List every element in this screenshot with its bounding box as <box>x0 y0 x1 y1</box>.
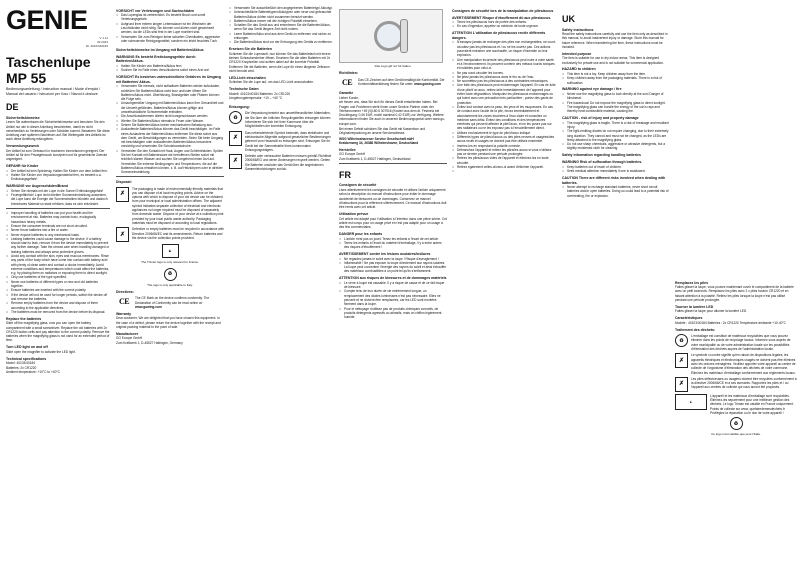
battery-bin-icon: ✗ <box>675 377 688 392</box>
list-item: • The magnifying glass is fragile. There is a risk of breakage and resultant injury. <box>562 121 670 130</box>
section-heading: Entsorgung: <box>229 104 250 109</box>
section-heading: WARNUNG vor Augenschäden/Brand <box>6 184 68 189</box>
caption: Das Logo gilt nur für Italien. <box>374 64 412 68</box>
bullet-list <box>6 189 110 206</box>
section-heading: Consignes de sécurité lors de la manipulation de piles/accus <box>452 8 554 13</box>
paragraph: Bei einem Defekt schicken Sie das Gerät mit Kassenbon und Originalverpackung an unsere Serviceadresse. <box>339 127 426 136</box>
list-item: • Werfen Sie Batterien/Akkus niemals in Feuer oder Wasser. <box>116 119 224 123</box>
list-item: • Inflammable ! Ne pas exposer la loupe directement aux rayons solaires. La loupe peut concentrer l'énergie des rayons du soleil et ainsi échauffer des matériaux combustibles à un point tel qu'ils s'enflamment. <box>339 261 447 274</box>
list-item: • Suchen Sie im Falle eines Verschluckens sofort einen Arzt auf. <box>116 68 224 72</box>
section-heading: Directives: <box>116 289 134 294</box>
list-item: • Keep children away from the packaging materials. There is a risk of suffocation. <box>562 76 670 85</box>
list-item: • If the device will not be used for longer periods, switch the device off and remove the batteries. <box>6 293 110 302</box>
section-heading: HAZARD to children <box>562 67 596 72</box>
battery-bin-icon: ✗ <box>229 154 242 169</box>
language-heading-fr: FR <box>339 169 351 180</box>
list-item: • Pour le nettoyage n'utilisez pas de produits chimiques corrosifs, de produits détergents agressifs ou abrasifs, mais un chiffon légèrement humide. <box>339 307 447 320</box>
spec-line: Umgebungstemperatur: +10 – +40 °C <box>229 96 283 101</box>
paragraph: Das nebenstehende Symbol bedeutet, dass elektrische und elektronische Altgeräte aufgrund gesetzlicher Bestimmungen getrennt vom Hausmüll zu entsorgen sind. Entsorgen Sie Ihr Gerät bei der Sammelstelle Ihres kommunalen Entsorgungsträgers. <box>245 130 331 152</box>
paragraph: Lieber Kunde, <box>339 95 359 100</box>
bullet-list <box>339 237 447 250</box>
list-item: • Batterien/Akkus immer mit der richtigen Polarität einsetzen. <box>229 19 333 23</box>
service-address: Krabbenweg 34, 26388 Wilhelmshaven, Deutschland <box>339 140 419 145</box>
caution-heading: VORSICHT Es bestehen unterschiedliche Gefahren im Umgang mit Batterien/ Akkus. <box>116 75 221 84</box>
spec-line: Ambient temperature: +10°C to +40°C <box>6 369 60 374</box>
crossed-bin-icon: ✗ <box>229 131 242 146</box>
section-heading: Replace the batteries <box>6 316 42 321</box>
section-heading: Consignes de sécurité <box>339 183 377 188</box>
product-subtitle: Bedienungsanleitung / Instruction manual / Mode d'emploi / Manual del usuario / Istruzioni per l'uso / Návod k obsluze <box>6 87 101 96</box>
list-item: • Setzen Sie Batterien/Akkus keiner mechanischen Belastung aus. <box>116 123 224 127</box>
list-item: • Verwenden Sie zum Reinigen keine scharfen Chemikalien, aggressive oder scheuernde Reinigungsmittel, sondern ein leicht feuchtes Tuch. <box>116 35 224 44</box>
paragraph: Lesen Sie aufmerksam die Sicherheitshinweise und benutzen Sie den Artikel nur wie in dieser Anleitung beschrieben, damit es nicht versehentlich zu Verletzungen oder Schäden kommt. Bewahren Sie diese Anleitung zum späteren Nachlesen auf. Bei Weitergabe des Artikels ist auch diese Anleitung mitzugeben. <box>6 120 110 142</box>
section-heading: Safety instructions <box>562 27 594 32</box>
list-item: • Différents types de piles/d'accus ou des piles neuves et usagées/des accus neufs et usagés ne doivent pas être utilisés ensemble. <box>452 135 556 144</box>
list-item: • Never use the magnifying glass to look directly at the sun! Danger of blindness! <box>562 92 670 101</box>
section-heading: Safety information regarding handling batteries <box>562 153 641 158</box>
spec-line: Batteries: 2x CR1220 <box>6 365 37 370</box>
list-item: • This item is not a toy. Keep children away from the item. <box>562 72 670 76</box>
section-heading: Verwendungszweck <box>6 144 40 149</box>
bullet-list <box>6 169 110 182</box>
caption: Ce logo n'est valable que pour l'Italie. <box>711 432 761 437</box>
section-heading: Intended purpose <box>562 51 592 56</box>
spec-line: Modèle : 40103/40184 Batteries : 2x CR1220 Température ambiante +10-40°C <box>675 320 786 325</box>
list-item: • Compte tenu de leur durée de vie extrêmement longue, un remplacement des diodes lumineuses n'est pas nécessaire. Elles ne peuvent et ne doivent être remplacées, car les LED sont montées fixement dans la loupe. <box>339 289 447 306</box>
caption: The Triman logo is only relevant for France. <box>141 260 199 265</box>
paragraph: Slide open the magnifier to activate the LED light. <box>6 349 76 354</box>
section-heading: Garantie <box>339 91 354 96</box>
bullet-list <box>339 281 447 320</box>
section-heading: Technical specifications <box>6 356 47 361</box>
list-item: • En cas d'ingestion, appelez un médecin de toute urgence. <box>452 24 556 28</box>
list-item: • Évitez tout contact avec la peau, les yeux et les muqueuses. En cas de contact avec l'acide de la pile, rincez immédiatement et abondamment les zones touchées à l'eau claire et consultez un médecin sans délai. Évitez des conditions et des températures extrêmes qui peuvent affecter la pile/l'accu, et ne les posez pas sur des radiateurs ou ne les exposez pas à l'ensoleillement direct. <box>452 105 556 131</box>
warning-heading: WARNUNG Es besteht Erstickungsgefahr durch Batterien/Akkus. <box>116 54 196 64</box>
paragraph: wir freuen uns, dass Sie sich für dieses Gerät entschieden haben. Bei Fragen und Problemen steht Ihnen unser Service-Partner unter der Telefonnummer +49 (0)180 6 307916 (Kosten aus dem dt. Festnetz bei Drucklegung: 0,06 EUR, mobil maximal 0,42 EUR) zur Verfügung. Weitere Informationen finden Sie auch in unserem Bedienungsportal unter www.go-europe.com. <box>339 100 445 126</box>
list-item: • Verwenden Sie niemals, nicht aufladbare Batterien wieder aufzuladen, schließen Sie Batterien/Akkus nicht kurz und/oder öffnen Sie Batterien/Akkus nicht. Überhitzung, Brandgefahr oder Platzen können die Folge sein. <box>116 84 224 101</box>
section-heading: DANGER pour les enfants <box>339 232 383 236</box>
divider <box>6 208 110 209</box>
list-item: • Seek medical attention immediately if one is swallowed. <box>562 169 670 173</box>
brand-logo: GENIE <box>6 6 88 35</box>
paragraph: Read the safety instructions carefully and use the item only as described in this manual, to avoid inadvertent injury or damage. Store this manual for future reference. When transferring the item, these instructions must be included. <box>562 32 668 49</box>
list-item: • Tenez les piles/accus hors de portée des enfants. <box>452 20 556 24</box>
section-heading: Hersteller: <box>339 147 357 152</box>
paragraph: The item is suitable for use in dry indoor areas. This item is designed exclusively for private use and is not suitable for commercial application. <box>562 56 664 65</box>
spec-line: Model: 40103/40184 <box>6 361 36 366</box>
paragraph: Faites glisser la loupe, vous pouvez maintenant ouvrir le compartiment de la batterie avec un petit tournevis. Remplacez les piles avec 2 x piles bouton CR1220 et en faisant attention à la polarité. Retirez les piles lorsque la loupe n'est pas utilisé pendant une période prolongée. <box>675 285 794 302</box>
list-item: • Only use batteries of the type specified. <box>6 275 110 279</box>
bullet-list <box>229 6 333 45</box>
address-line: GO Europe GmbH <box>116 336 143 341</box>
crossed-bin-icon: ✗ <box>675 353 688 368</box>
section-heading: GEFAHR für Kinder <box>6 164 39 169</box>
bullet-list <box>116 64 224 73</box>
list-item: • Halten Sie Kinder von Batterien/Akkus fern. <box>116 64 224 68</box>
paragraph: Slide off the magnifying glass, now you can open the battery compartment with a small screwdriver. Replace the old batteries with 2x CR1220 button cells and pay attention to the correct polarity. Remove the batteries when the magnifying glass is not used for an extended period of time. <box>6 321 110 343</box>
recycling-icon: ♻ <box>164 268 177 281</box>
paragraph: Defective or empty batteries must be recycled in accordance with Directive 2006/66/EC and its amendments. Return batteries and the device via the collection points provided. <box>132 227 224 240</box>
address-line: GO Europe GmbH <box>339 152 366 157</box>
list-item: • Never expose batteries to any mechanical loads. <box>6 233 110 237</box>
address-line: Zum Kraftwerk 1, D-45527 Hattingen, Germany <box>116 340 183 345</box>
list-item: • Insérez-les en respectant la polarité correcte. <box>452 144 556 148</box>
column-uk <box>562 6 670 562</box>
list-item: • Une fuite des piles/accus peut endommager l'appareil. En cas de fuite d'une pile/d'un accu, retirez-la/le immédiatement de l'appareil pour éviter toute dégradation. Manipulez les piles/accus endommagés ou qui fuient avec une précaution très particulière ; portez des gants de protection. <box>452 83 556 104</box>
section-heading: AVERTISSEMENT contre les lésions oculaires/brûlures <box>339 251 431 256</box>
language-heading-de: DE <box>6 102 19 113</box>
list-item: • Do not use sharp chemicals, aggressive or abrasive detergents, but a slightly moistened cloth for cleaning. <box>562 142 670 151</box>
battery-bin-icon: ✗ <box>116 227 129 242</box>
list-item: • Ne jetez jamais les piles/accus dans le feu ou de l'eau. <box>452 75 556 79</box>
list-item: • Leaking batteries could cause damage to the device. If a battery should start to leak, remove it from the device immediately to prevent any further damage. Take the utmost care when handling damaged or leaking batteries and always wear protective gloves. <box>6 237 110 254</box>
section-heading: Manufacturer <box>116 331 139 336</box>
bullet-list <box>562 92 670 113</box>
list-item: • Ensure batteries are inserted with the correct polarity. <box>6 288 110 292</box>
list-item: • Débranchez l'appareil et retirez les piles/les accus si vous n'utilisez pas ce dernier pendant une période prolongée. <box>452 148 556 157</box>
paragraph: Defekte oder verbrauchte Batterien müssen gemäß Richtlinie 2006/66/EG und deren Änderungen recycelt werden. Geben Sie Batterien und/oder das Gerät über die angebotenen Sammeleinrichtungen zurück. <box>245 154 332 171</box>
paragraph: Les piles défectueuses ou usagées doivent être recyclées conformément à la directive 2006/66/CE et à ses avenants. Rapportez les piles et / ou l'appareil aux centres de collecte qui vous auront été proposés. <box>691 376 797 390</box>
list-item: • Retirez les piles/accus vides de l'appareil et éliminez-les en toute sécurité. <box>452 156 556 165</box>
paragraph: Lisez attentivement les consignes de sécurité et utilisez l'article uniquement selon la description du manuel d'instructions pour éviter le dommage accidentel de blessures ou de dommages. Conservez ce manuel d'instructions pour la référence ultérieurement. Ce manuel d'instructions doit être remis avec cet article. <box>339 188 447 210</box>
bullet-list <box>562 121 670 151</box>
paragraph: Dear customer, We are delighted that you have chosen this equipment. In the case of a defect, please return the device together with the receipt and original packing material to the point of sale. <box>116 316 221 329</box>
section-heading: Turn LED light on and off <box>6 345 48 350</box>
bullet-list <box>562 185 670 198</box>
list-item: • The light-emitting diodes do not require changing, due to their extremely long duration. They cannot and must not be changed, as the LEDs are firmly attached to the magnifying glass. <box>562 129 670 142</box>
paragraph: L'emballage est constitué de matériaux recyclables que vous pouvez éliminer dans les points de recyclage locaux. Informez-vous auprès de votre municipalité ou de votre administration locale sur les possibilités d'élimination des déchets auprès de l'administration locale. <box>691 334 791 352</box>
list-item: • Aufgrund ihrer extrem langen Lebensdauer ist ein Wechseln der Leuchtdioden nicht nötig. Sie können und dürfen nicht gewechselt werden, da die LEDs sind fest in der Lupe montiert sind. <box>116 22 224 35</box>
column-de-batteries <box>229 6 333 562</box>
section-heading: VORSICHT vor Verletzungen und Sachschäden <box>116 8 195 13</box>
list-item: • Die Batterien/Akkus sind vor der Entsorgung des Geräts zu entfernen. <box>229 40 333 44</box>
section-heading: Warranty <box>116 311 132 316</box>
list-item: • Leere Batterien/Akku sind aus dem Gerät zu entfernen und sicher zu entsorgen. <box>229 32 333 41</box>
section-heading: Richtlinien: <box>339 71 359 76</box>
section-heading: Tourner la lumière LED <box>675 304 714 309</box>
bullet-list <box>339 257 447 274</box>
paragraph: Schieben Sie die Lupenaufl. nun können Sie das Batteriefach mit einem kleinen Schraubendreher öffnen. Ersetzen Sie die alten Batterien mit 2x CR1220 Knopfzellen und achten dabei auf die korrekte Polarität. Entfernen Sie die Batterien, wenn die Lupe für einen längeren Zeitraum nicht benutzt wird. <box>229 51 331 73</box>
paragraph: Die Verpackung besteht aus umweltfreundlichen Materialien, die Sie über die örtlichen Recyclingstellen entsorgen können. Informieren Sie sich bei Ihrer Kommune über die Möglichkeiten der korrekten Entsorgung. <box>245 111 332 129</box>
list-item: • Der Artikel ist kein Spielzeug. Halten Sie Kinder von dem Artikel fern. <box>6 169 110 173</box>
bullet-list <box>452 20 556 29</box>
column-fr-disposal <box>675 6 797 562</box>
section-heading: ATTENTION aux risques de blessures et de dommages matériels <box>339 276 447 281</box>
paragraph: The CE Mark on the device confirms conformity. The Declaration of Conformity can be read online at: <box>135 296 210 305</box>
list-item: • Tenez les enfants à l'écart du matériel d'emballage, il y a entre autres des risques d'étouffement ! <box>339 241 447 250</box>
list-item: • Never use batteries of different types or new and old batteries together. <box>6 280 110 289</box>
list-item: • Fire hazardous! Do not expose the magnifying glass to direct sunlight. The magnifying glass can bundle the energy of the sun's rays and thereby heat combustible material, causing fire. <box>562 101 670 114</box>
section-heading: Disposal: <box>116 179 132 184</box>
divider <box>339 163 447 164</box>
warning-heading: AVERTISSEMENT Risque d'étouffement dû aux piles/accus. <box>452 15 552 20</box>
list-item: • Ne soumettez pas les piles/accus à des contraintes mécaniques. <box>452 79 556 83</box>
bullet-list <box>562 165 670 174</box>
service-name: WSG Wilhelmshavener Service Gesellschaft mbH <box>339 136 414 141</box>
section-heading: Technische Daten <box>229 87 259 92</box>
section-heading: Caractéristiques <box>675 316 703 321</box>
section-heading: Traitement des déchets: <box>675 327 716 332</box>
caption: The logo is only applicable to Italy. <box>147 282 193 287</box>
magnifier-handle <box>400 19 408 53</box>
list-item: • Sehen Sie niemals mit der Lupe in die Sonne! Erblindungsgefahr! <box>6 189 110 193</box>
paragraph: Cet article est adapté pour l'utilisation à l'intérieur dans une pièce sèche. Cet article est conçu pour un usage privé et n'est pas adapté pour un usage à des fins commerciales. <box>339 216 447 230</box>
paragraph: L'appareil et les materiaux d'emballage sont recyclables. Éliminez-les séparément pour une meilleure gestion des déchets. Le logo Triman est valable en France uniquement. Points de collecte sur www. quefairedemesdechets.fr Privilégiez la réparation ou le don de votre appareil ! <box>710 393 794 416</box>
list-item: • Ne pas court-circuiter les bornes. <box>452 71 556 75</box>
list-item: • Schalten Sie das Gerät aus und entnehmen Sie die Batterien/Akkus, wenn Sie das Gerät längere Zeit nicht nutzen. <box>229 23 333 32</box>
bullet-list <box>562 72 670 85</box>
website-link[interactable]: www.gowing.com <box>414 82 441 87</box>
website-link[interactable]: www.gowing.com <box>135 305 162 310</box>
bullet-list <box>116 13 224 43</box>
ce-mark-icon: CE <box>118 296 130 306</box>
triman-logo-icon: ☯ <box>162 244 179 258</box>
paragraph: Faites glisser la loupe pour allumer la lumière LED. <box>675 309 748 314</box>
list-item: • The batteries must be removed from the device before its disposal. <box>6 310 110 314</box>
paragraph: Schieben Sie die Lupe auf, um das LED-Licht anzuschalten. <box>229 80 314 85</box>
list-item: • Une manipulation incorrecte des piles/accus peut nuire à votre santé et à l'environnement. Ils peuvent contenir des métaux lourds toxiques et nuisibles pour celui-ci. <box>452 58 556 71</box>
list-item: • Ne regardez jamais le soleil avec la loupe ! Risque d'aveuglement ! <box>339 257 447 261</box>
list-item: • Auslaufende Batterien/Akkus können das Gerät beschädigen. Im Falle eines Auslaufens der Batterien/Akkus entfernen Sie diese sofort aus dem Gerät, um Beschädigungen zu vermeiden. Seien Sie beim Umgang mit beschädigten oder auslaufenden Batterien/Akkus besonders vorsichtig und verwenden Sie Schutzhandschuhe. <box>116 127 224 148</box>
list-item: • Remove empty batteries from the device and dispose of them according to the applicable directives. <box>6 301 110 310</box>
list-item: • Keep batteries out of reach of children. <box>562 165 670 169</box>
divider <box>116 176 224 177</box>
paragraph: The packaging is made of environmentally friendly materials that you can dispose of at local recycling points. Advice on the options with which to dispose of your old device can be obtained from your municipal or local administration offices. The adjacent symbol indicates separate collection of electrical and electronic appliances no longer required must be disposed of separately from domestic waste. Dispose of your device at a collection point provided by your local public waste authority. Packaging materials must be disposed of according to local regulations. <box>132 186 224 225</box>
product-title: Taschenlupe MP 55 <box>6 54 91 86</box>
warning-heading: WARNING Risk of suffocation through batteries. <box>562 160 643 165</box>
list-item: • N'essayez jamais de recharger des piles non rechargeables, ne court-circuitez pas les piles/accus et / ou ne les ouvrez pas. Ces actions pourraient entraîner une surchauffe, un risque d'incendie ou leur explosion. <box>452 40 556 57</box>
section-heading: Sicherheitshinweise <box>6 115 40 120</box>
list-item: • L'article n'est pas un jouet. Tenez les enfants à l'écart de cet article. <box>339 237 447 241</box>
recycling-icon: ♻ <box>229 111 242 124</box>
doc-meta: V 1.11 02.2024 ID: 40103/40184 <box>85 36 108 48</box>
recycling-icon: ♻ <box>675 334 688 347</box>
triman-info-icon: ☯ <box>675 394 707 410</box>
paragraph: Le symbole ci-contre signifie qu'en raison de dispositions légales, les appareils électriques et électroniques usagés ne doivent pas être éliminés avec les ordures ménagères. Veuillez apporter votre appareil au centre de collecte de l'organisme d'élimination des déchets de votre commune. Éliminez les matériaux d'emballage conformément aux règlements locaux. <box>691 353 796 375</box>
section-heading: Utilisation prévue <box>339 212 369 217</box>
list-item: • Unsachgemäßer Umgang mit Batterien/Akkus kann Ihre Gesundheit und die Umwelt gefährden. Batterien/Akkus können giftige und umweltschädliche Schwermetalle enthalten. <box>116 101 224 114</box>
column-de-warranty-fr <box>339 6 447 562</box>
spec-line: Modell: 40103/40184 Batterien: 2x CR1220 <box>229 91 291 96</box>
crossed-bin-icon: ✗ <box>116 187 129 202</box>
column-de-intro <box>6 6 110 562</box>
recycling-icon: ♻ <box>730 417 743 430</box>
language-heading-uk: UK <box>562 14 575 24</box>
list-item: • Das Lupenglas ist zerbrechlich. Es besteht Bruch und somit Verletzungsgefahr. <box>116 13 224 22</box>
list-item: • Feuergefährlich! Lupe nicht direkter Sonneneinstrahlung aussetzen, die Lupe kann die Energie der Sonnenstrahlen bündeln und dadurch brennbares Material so stark erhitzen, dass es sich entzündet. <box>6 193 110 206</box>
list-item: • Unterschiedliche Batterietypen/Akkutypen oder neue und gebrauchte Batterien/Akkus dürfen nicht zusammen benutzt werden. <box>229 10 333 19</box>
column-fr-batteries <box>452 6 556 562</box>
section-heading: LED-Licht einschalten <box>229 75 266 80</box>
list-item: • Avoid any contact with the skin, eyes and mucous membranes. Rinse any parts of the body which have come into contact with battery acid with plenty of clean water and contact a doctor immediately. Avoid extreme conditions and temperatures which could affect the batteries, e.g. by placing them on radiators or exposing them to direct sunlight. <box>6 254 110 275</box>
list-item: • Utilisez exclusivement le type de pile/d'accu indiqué. <box>452 131 556 135</box>
list-item: • Vermeiden Sie den Kontakt mit Haut, Augen und Schleimhäuten. Spülen Sie bei Kontakt mit Batteriesäure die betroffenen Stellen sofort mit reichlich klarem Wasser und suchen Sie umgehend einen Arzt auf. Vermeiden Sie extreme Bedingungen und Temperaturen, die auf die Batterien/Akkus einwirken können, z. B. auf Heizkörpern oder in direkter Sonneneinstrahlung. <box>116 149 224 175</box>
section-heading: Remplacez les piles <box>675 280 709 285</box>
ce-mark-icon: CE <box>341 78 353 88</box>
list-item: • Never attempt to recharge standard batteries, never short circuit batteries and/or open batteries. Doing so could lead to a potential risk of overheating, fire or explosion. <box>562 185 670 198</box>
list-item: • Le verre à loupe est cassable. Il y a risque de casse et de ce fait risque de blessure. <box>339 281 447 290</box>
list-item: • Improper handling of batteries can put your health and the environment at risk. Batteries may contain toxic, ecologically hazardous heavy metals. <box>6 211 110 224</box>
caution-heading: CAUTION There are different risks involved when dealing with batteries. <box>562 175 666 185</box>
section-heading: Ersetzen Sie die Batterien <box>229 47 272 52</box>
caution-heading: ATTENTION L'utilisation de piles/accus recèle différents dangers. <box>452 31 546 40</box>
section-heading: Sicherheitshinweise im Umgang mit Batterien/Akkus <box>116 47 204 52</box>
product-image <box>339 9 443 63</box>
bullet-list <box>116 84 224 174</box>
list-item: • Die Anschlussklemmen dürfen nicht kurzgeschlossen werden. <box>116 114 224 118</box>
bullet-list <box>6 211 110 314</box>
list-item: • Never throw batteries into a fire or water. <box>6 228 110 232</box>
column-de-safety <box>116 6 224 562</box>
bullet-list <box>452 40 556 169</box>
list-item: • Ensure the consumer terminals are not short-circuited. <box>6 224 110 228</box>
address-line: Zum Kraftwerk 1, D-45527 Hattingen, Deutschland <box>339 156 411 161</box>
paragraph: Das CE-Zeichen auf dem Gerät bestätigt die Konformität. Die Konformitätserklärung finden Sie unter: <box>358 77 445 87</box>
section-heading: WARNING against eye damage / fire <box>562 87 622 92</box>
list-item: • Retirez également celles-ci/ceux-ci avant d'éliminer l'appareil. <box>452 165 556 169</box>
list-item: • Verwenden Sie ausschließlich den angegebenen Batterietyp/ Akkutyp. <box>229 6 333 10</box>
list-item: • Halten Sie Kinder von Verpackungsmaterial fern, es besteht u.a. Erstickungsgefahr! <box>6 173 110 182</box>
section-heading: CAUTION - risk of injury and property damage <box>562 116 639 121</box>
paragraph: Der Artikel ist zum Gebrauch in trockenen Innenräumen geeignet. Der Artikel ist für den Privatgebrauch konzipiert und für gewerbliche Zwecke ungeeignet. <box>6 148 108 162</box>
